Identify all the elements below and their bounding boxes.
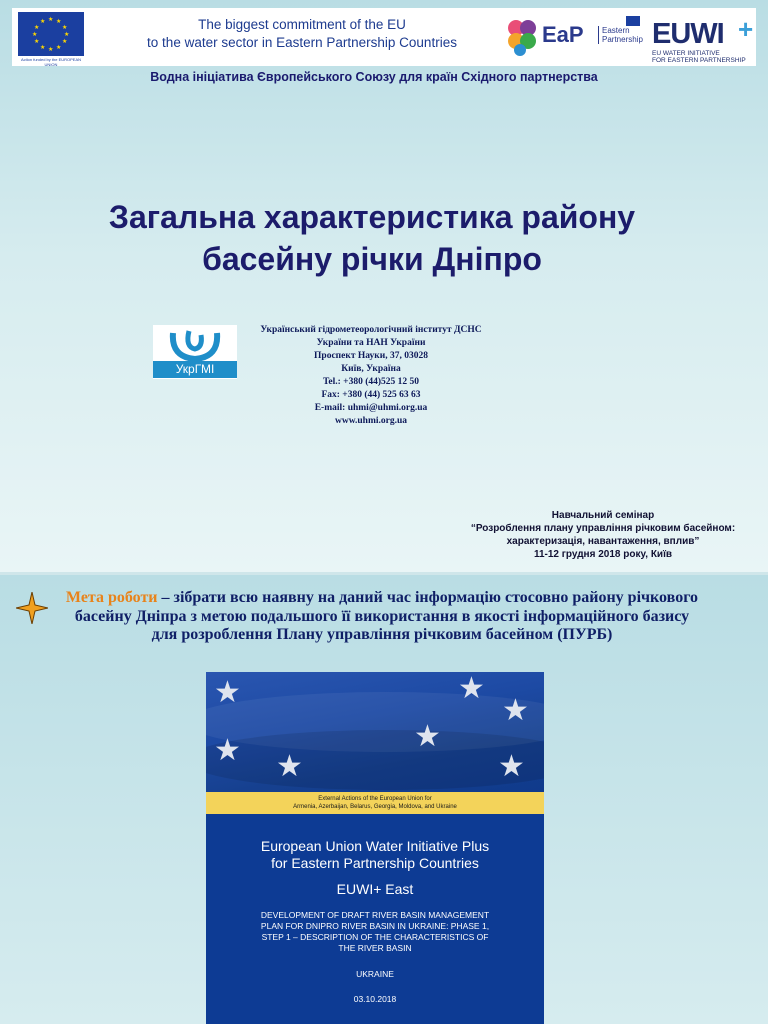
water-drop-icon [167,329,223,361]
eap-subtitle: Eastern Partnership [598,26,643,44]
cover-subtitle: EUWI+ East [336,881,414,897]
page-title: Загальна характеристика району басейну річки Дніпро [108,199,636,277]
slide-subtitle: Водна ініціатива Європейського Союзу для країн Східного партнерства [150,70,598,84]
star-icon: ★ [498,750,525,783]
institute-address: Український гідрометеорологічний інститут ДСНС України та НАН України Проспект Науки, 37, 03028 Київ, Україна Tel.: +380 (44)525 12 50 Fax: +380 (44) 525 63 63 E-mail: uhmi@uhmi.org.ua www.uhmi.org.ua [240,324,502,428]
star-icon: ★ [276,750,303,783]
star-icon: ★ [458,672,485,705]
star-icon: ★ [214,676,241,709]
compass-star-icon [16,592,48,624]
banner-headline: The biggest commitment of the EU to the water sector in Eastern Partnership Countries [147,17,457,50]
eap-name: EaP [542,22,584,47]
cover-body [206,814,544,1024]
eap-logo [506,16,646,56]
cover-date: 03.10.2018 [353,994,397,1004]
website-link[interactable]: www.uhmi.org.ua [334,416,408,426]
header-banner [12,8,756,66]
uhmi-logo [153,325,237,379]
seminar-info: Навчальний семінар “Розроблення плану управління річковим басейном: характеризація, навантаження, вплив” 11-12 грудня 2018 року, Київ [470,510,736,560]
cover-description: DEVELOPMENT OF DRAFT RIVER BASIN MANAGEMENT PLAN FOR DNIPRO RIVER BASIN IN UKRAINE: PHASE 1, STEP 1 – DESCRIPTION OF THE CHARACTERISTICS OF THE RIVER BASIN [260,910,490,953]
email-link[interactable]: E-mail: uhmi@uhmi.org.ua [314,403,428,413]
plus-icon: + [738,14,754,44]
star-icon: ★ [214,734,241,767]
goal-highlight: Мета роботи [65,589,158,606]
eu-flag-photo [206,672,544,792]
cover-strip: External Actions of the European Union for Armenia, Azerbaijan, Belarus, Georgia, Moldova, and Ukraine [206,792,544,814]
star-icon: ★ [502,694,529,727]
cover-country: UKRAINE [356,969,394,979]
star-icon: ★ [414,720,441,753]
slide-2 [0,575,768,1024]
eu-flag-icon: ★ ★ ★ ★ ★ ★ ★ ★ ★ ★ ★ ★ [18,12,84,56]
work-goal-text: Мета роботи – зібрати всю наявну на даний час інформацію стосовно району річкового басейну Дніпра з метою подальшого її використання в якості інформаційного базису для розроблення Плану управління річковим басейном (ПУРБ) [65,589,699,643]
euwi-logo: EUWI + EU WATER INITIATIVE FOR EASTERN PARTNERSHIP [652,14,754,64]
eu-mini-flag-icon [626,16,640,26]
uhmi-logo-label: УкрГМІ [153,361,237,378]
report-cover [206,672,544,1024]
cover-title: European Union Water Initiative Plus for Eastern Partnership Countries [260,838,490,871]
eu-funded-caption: Action funded by the EUROPEAN UNION [20,57,82,67]
